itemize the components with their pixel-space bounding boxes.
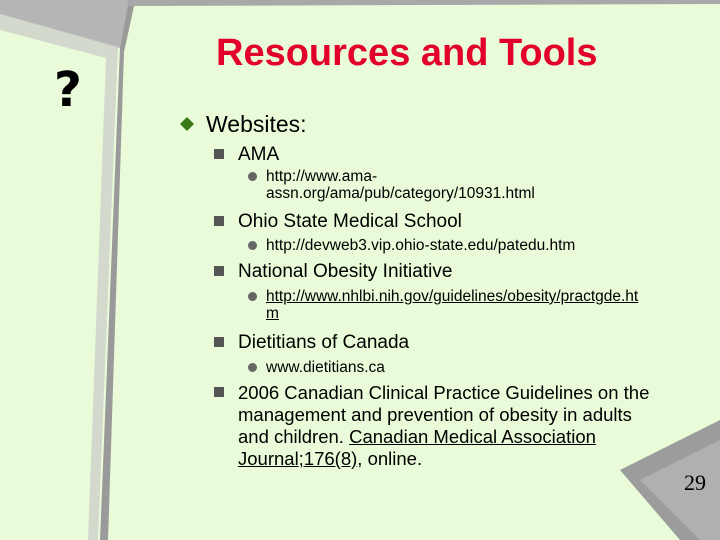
reference-line2: management and prevention of obesity in adults — [238, 404, 632, 425]
question-mark-icon: ? — [54, 62, 82, 118]
dot-bullet-icon — [248, 172, 257, 181]
diamond-bullet-icon — [180, 117, 194, 131]
dot-bullet-icon — [248, 241, 257, 250]
link-ama-line2[interactable]: assn.org/ama/pub/category/10931.html — [266, 185, 535, 203]
journal-link-line2[interactable]: Journal;176(8) — [238, 448, 358, 469]
link-nhlbi-line2[interactable]: m — [266, 305, 279, 323]
reference-suffix: , online. — [357, 448, 423, 469]
square-bullet-icon — [214, 149, 224, 159]
link-ohio-state[interactable]: http://devweb3.vip.ohio-state.edu/patedu.htm — [266, 237, 576, 254]
square-bullet-icon — [214, 266, 224, 276]
link-nhlbi-line1[interactable]: http://www.nhlbi.nih.gov/guidelines/obesity/practgde.ht — [266, 288, 639, 305]
dot-bullet-icon — [248, 363, 257, 372]
link-ama-line1[interactable]: http://www.ama- — [266, 168, 378, 185]
page-number: 29 — [684, 470, 706, 495]
reference-text — [238, 382, 698, 470]
group-label-ohio-state: Ohio State Medical School — [238, 211, 462, 232]
reference-line3-prefix: and children. — [238, 426, 350, 447]
link-ama[interactable] — [266, 168, 706, 203]
square-bullet-icon — [214, 387, 224, 397]
link-dietitians[interactable]: www.dietitians.ca — [266, 359, 385, 376]
group-label-national-obesity: National Obesity Initiative — [238, 261, 453, 282]
group-label-dietitians: Dietitians of Canada — [238, 332, 410, 353]
websites-heading: Websites: — [206, 111, 307, 137]
journal-link-line1[interactable]: Canadian Medical Association — [349, 426, 596, 447]
square-bullet-icon — [214, 216, 224, 226]
square-bullet-icon — [214, 337, 224, 347]
link-nhlbi[interactable] — [266, 288, 706, 323]
group-label-ama: AMA — [238, 144, 280, 165]
reference-line1: 2006 Canadian Clinical Practice Guidelines on the — [238, 382, 650, 403]
slide-title: Resources and Tools — [216, 32, 598, 74]
dot-bullet-icon — [248, 292, 257, 301]
